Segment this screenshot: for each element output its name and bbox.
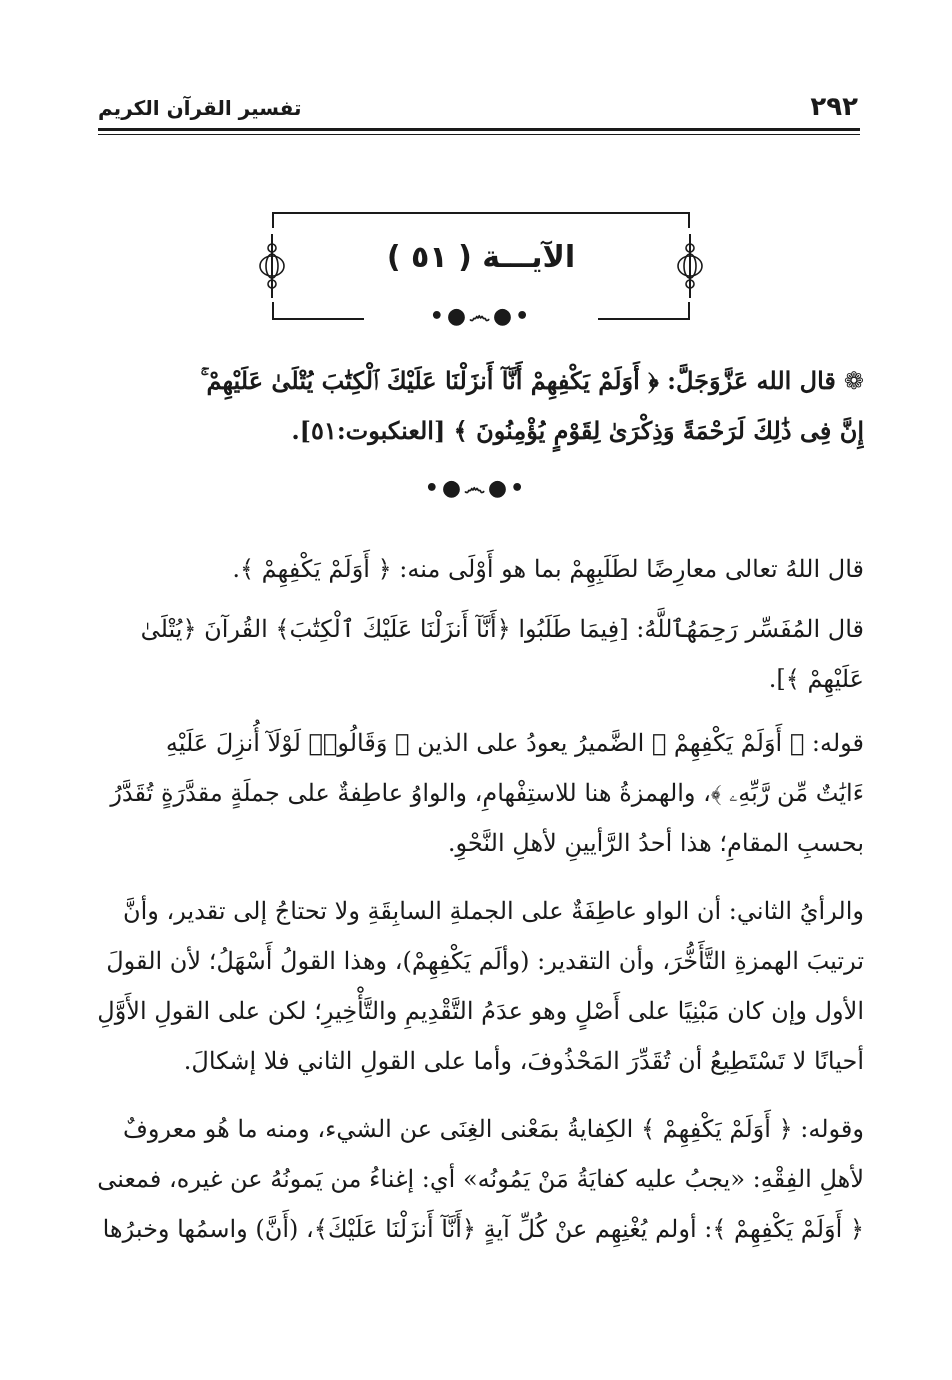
header-rule-thin [98, 134, 860, 135]
page-number: ٢٩٢ [810, 92, 858, 122]
header-rule [98, 128, 860, 131]
ornament-divider: •●෴●• [429, 304, 533, 329]
paragraph-1 [86, 544, 864, 594]
ornament-divider-mid: •●෴●• [424, 476, 528, 501]
paragraph-line: عَلَيْهِمْ ﴾]. [768, 665, 864, 693]
paragraph-4 [86, 886, 864, 1086]
paragraph-line: ءَايَٰتٌ مِّن رَّبِّهِۦ ﴾، والهمزةُ هنا للاستِفْهامِ، والواوُ عاطِفةٌ على جملَةٍ مقدَّرَةٍ تُقَدَّرُ [110, 779, 864, 807]
paragraph-3 [86, 718, 864, 868]
paragraph-line: الأول وإن كان مَبْنِيًا على أَصْلٍ وهو عدَمُ التَّقْدِيمِ والتَّأْخِيرِ؛ لكن على القولِ الأَوَّلِ [97, 997, 864, 1025]
paragraph-line: قال اللهُ تعالى معارِضًا لطَلَبِهِمْ بما هو أَوْلَى منه: ﴿ أَوَلَمْ يَكْفِهِمْ ﴾. [232, 555, 864, 583]
paragraph-5 [86, 1104, 864, 1254]
verse-line-2: إِنَّ فِى ذَٰلِكَ لَرَحْمَةً وَذِكْرَىٰ لِقَوْمٍ يُؤْمِنُونَ ﴾ [العنكبوت:٥١]. [291, 416, 864, 445]
paragraph-line: لأهلِ الفِقْهِ: «يجبُ عليه كفايَةُ مَنْ يَمُونُه» أي: إغناءُ من يَمونُهُ عن غيره، فمعنى [97, 1165, 864, 1193]
paragraph-line: وقوله: ﴿ أَوَلَمْ يَكْفِهِمْ ﴾ الكِفايةُ بمَعْنى الغِنَى عن الشيء، ومنه ما هُو معروفٌ [122, 1115, 864, 1143]
frame-corner-left-top [272, 212, 274, 228]
paragraph-line: ﴿ أَوَلَمْ يَكْفِهِمْ ﴾: أولم يُغْنِهِم عنْ كُلِّ آيةٍ ﴿أَنَّآ أَنزَلْنَا عَلَيْكَ﴾، (أَنَّ) واسمُها وخبرُها [102, 1215, 864, 1243]
verse-line-1 [86, 356, 864, 406]
paragraph-line: بحسبِ المقامِ؛ هذا أحدُ الرَّأيينِ لأهلِ النَّحْوِ. [447, 829, 864, 857]
frame-corner-right-top [688, 212, 690, 228]
flower-icon: ❁ [843, 367, 864, 395]
ayah-frame [272, 212, 690, 329]
book-title: تفسير القرآن الكريم [98, 96, 302, 120]
paragraph-line: والرأيُ الثاني: أن الواو عاطِفَةٌ على الجملةِ السابِقَةِ ولا تحتاجُ إلى تقدير، وأنَّ [122, 897, 864, 925]
verse-line-1-text: قال الله عَزَّوَجَلَّ: ﴿ أَوَلَمْ يَكْفِهِمْ أَنَّآ أَنزَلْنَا عَلَيْكَ ٱلْكِتَٰبَ يُتْلَىٰ عَلَيْهِمْ ۚ [200, 366, 836, 395]
frame-top-border [272, 212, 690, 214]
paragraph-line: أحيانًا لا تَسْتَطِيعُ أن تُقَدِّرَ المَحْذُوفَ، وأما على القولِ الثاني فلا إشكالَ. [183, 1047, 864, 1075]
paragraph-line: ترتيبَ الهمزةِ التَّأَخُّرَ، وأن التقدير: (وألَم يَكْفِهِمْ)، وهذا القولُ أَسْهَلُ؛ لأن القولَ [106, 947, 864, 975]
page-header [98, 92, 858, 132]
ayah-title: الآيـــة ( ٥١ ) [386, 240, 576, 275]
paragraph-2 [86, 604, 864, 704]
paragraph-line: قوله: ﴿ أَوَلَمْ يَكْفِهِمْ ﴾ الضَّميرُ يعودُ على الذين ﴿ وَقَالُوا۟ لَوْلَآ أُنزِلَ عَلَيْهِ [165, 729, 864, 757]
verse-quote [86, 356, 864, 456]
paragraph-line: قال المُفَسِّر رَحِمَهُٱللَّهُ: [فِيمَا طَلَبُوا ﴿أَنَّآ أَنزَلْنَا عَلَيْكَ ٱلْكِتَٰبَ﴾ القُرآنَ ﴿يُتْلَىٰ [140, 615, 864, 643]
